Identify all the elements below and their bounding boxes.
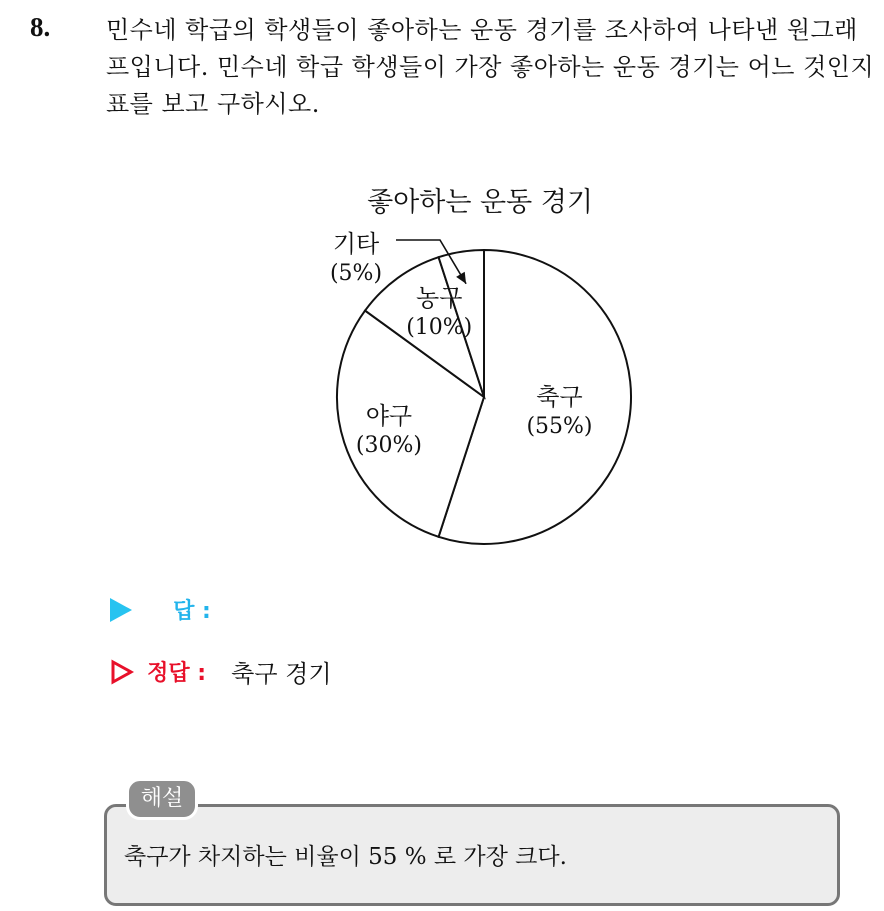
correct-answer-value: 축구 경기 — [231, 660, 332, 688]
slice-value-3: (5%) — [329, 261, 383, 286]
explanation-tag: 해설 — [126, 778, 198, 820]
pie-chart — [300, 180, 660, 560]
correct-answer-row — [110, 654, 332, 689]
slice-label-1: 야구 — [365, 401, 413, 430]
slice-label-0: 축구 — [536, 382, 583, 411]
slice-label-3: 기타 — [332, 230, 380, 258]
correct-answer-label: 정답 : — [147, 661, 207, 686]
question-text: 민수네 학급의 학생들이 좋아하는 운동 경기를 조사하여 나타낸 원그래프입니다. 민수네 학급 학생들이 가장 좋아하는 운동 경기는 어느 것인지 표를 보고 구하시오. — [106, 16, 875, 118]
answer-label: 답 : — [173, 599, 211, 624]
explanation-text: 축구가 차지하는 비율이 55 % 로 가장 크다. — [124, 844, 567, 870]
outline-arrow-icon — [110, 659, 134, 685]
slice-value-2: (10%) — [406, 315, 473, 341]
chart-title: 좋아하는 운동 경기 — [367, 187, 593, 218]
pie-chart-svg — [300, 180, 660, 560]
slice-label-2: 농구 — [416, 284, 463, 313]
question-number: 8. — [30, 12, 51, 42]
play-arrow-icon — [110, 598, 132, 622]
slice-value-1: (30%) — [355, 432, 422, 458]
slice-value-0: (55%) — [526, 413, 593, 439]
answer-row — [110, 594, 211, 625]
